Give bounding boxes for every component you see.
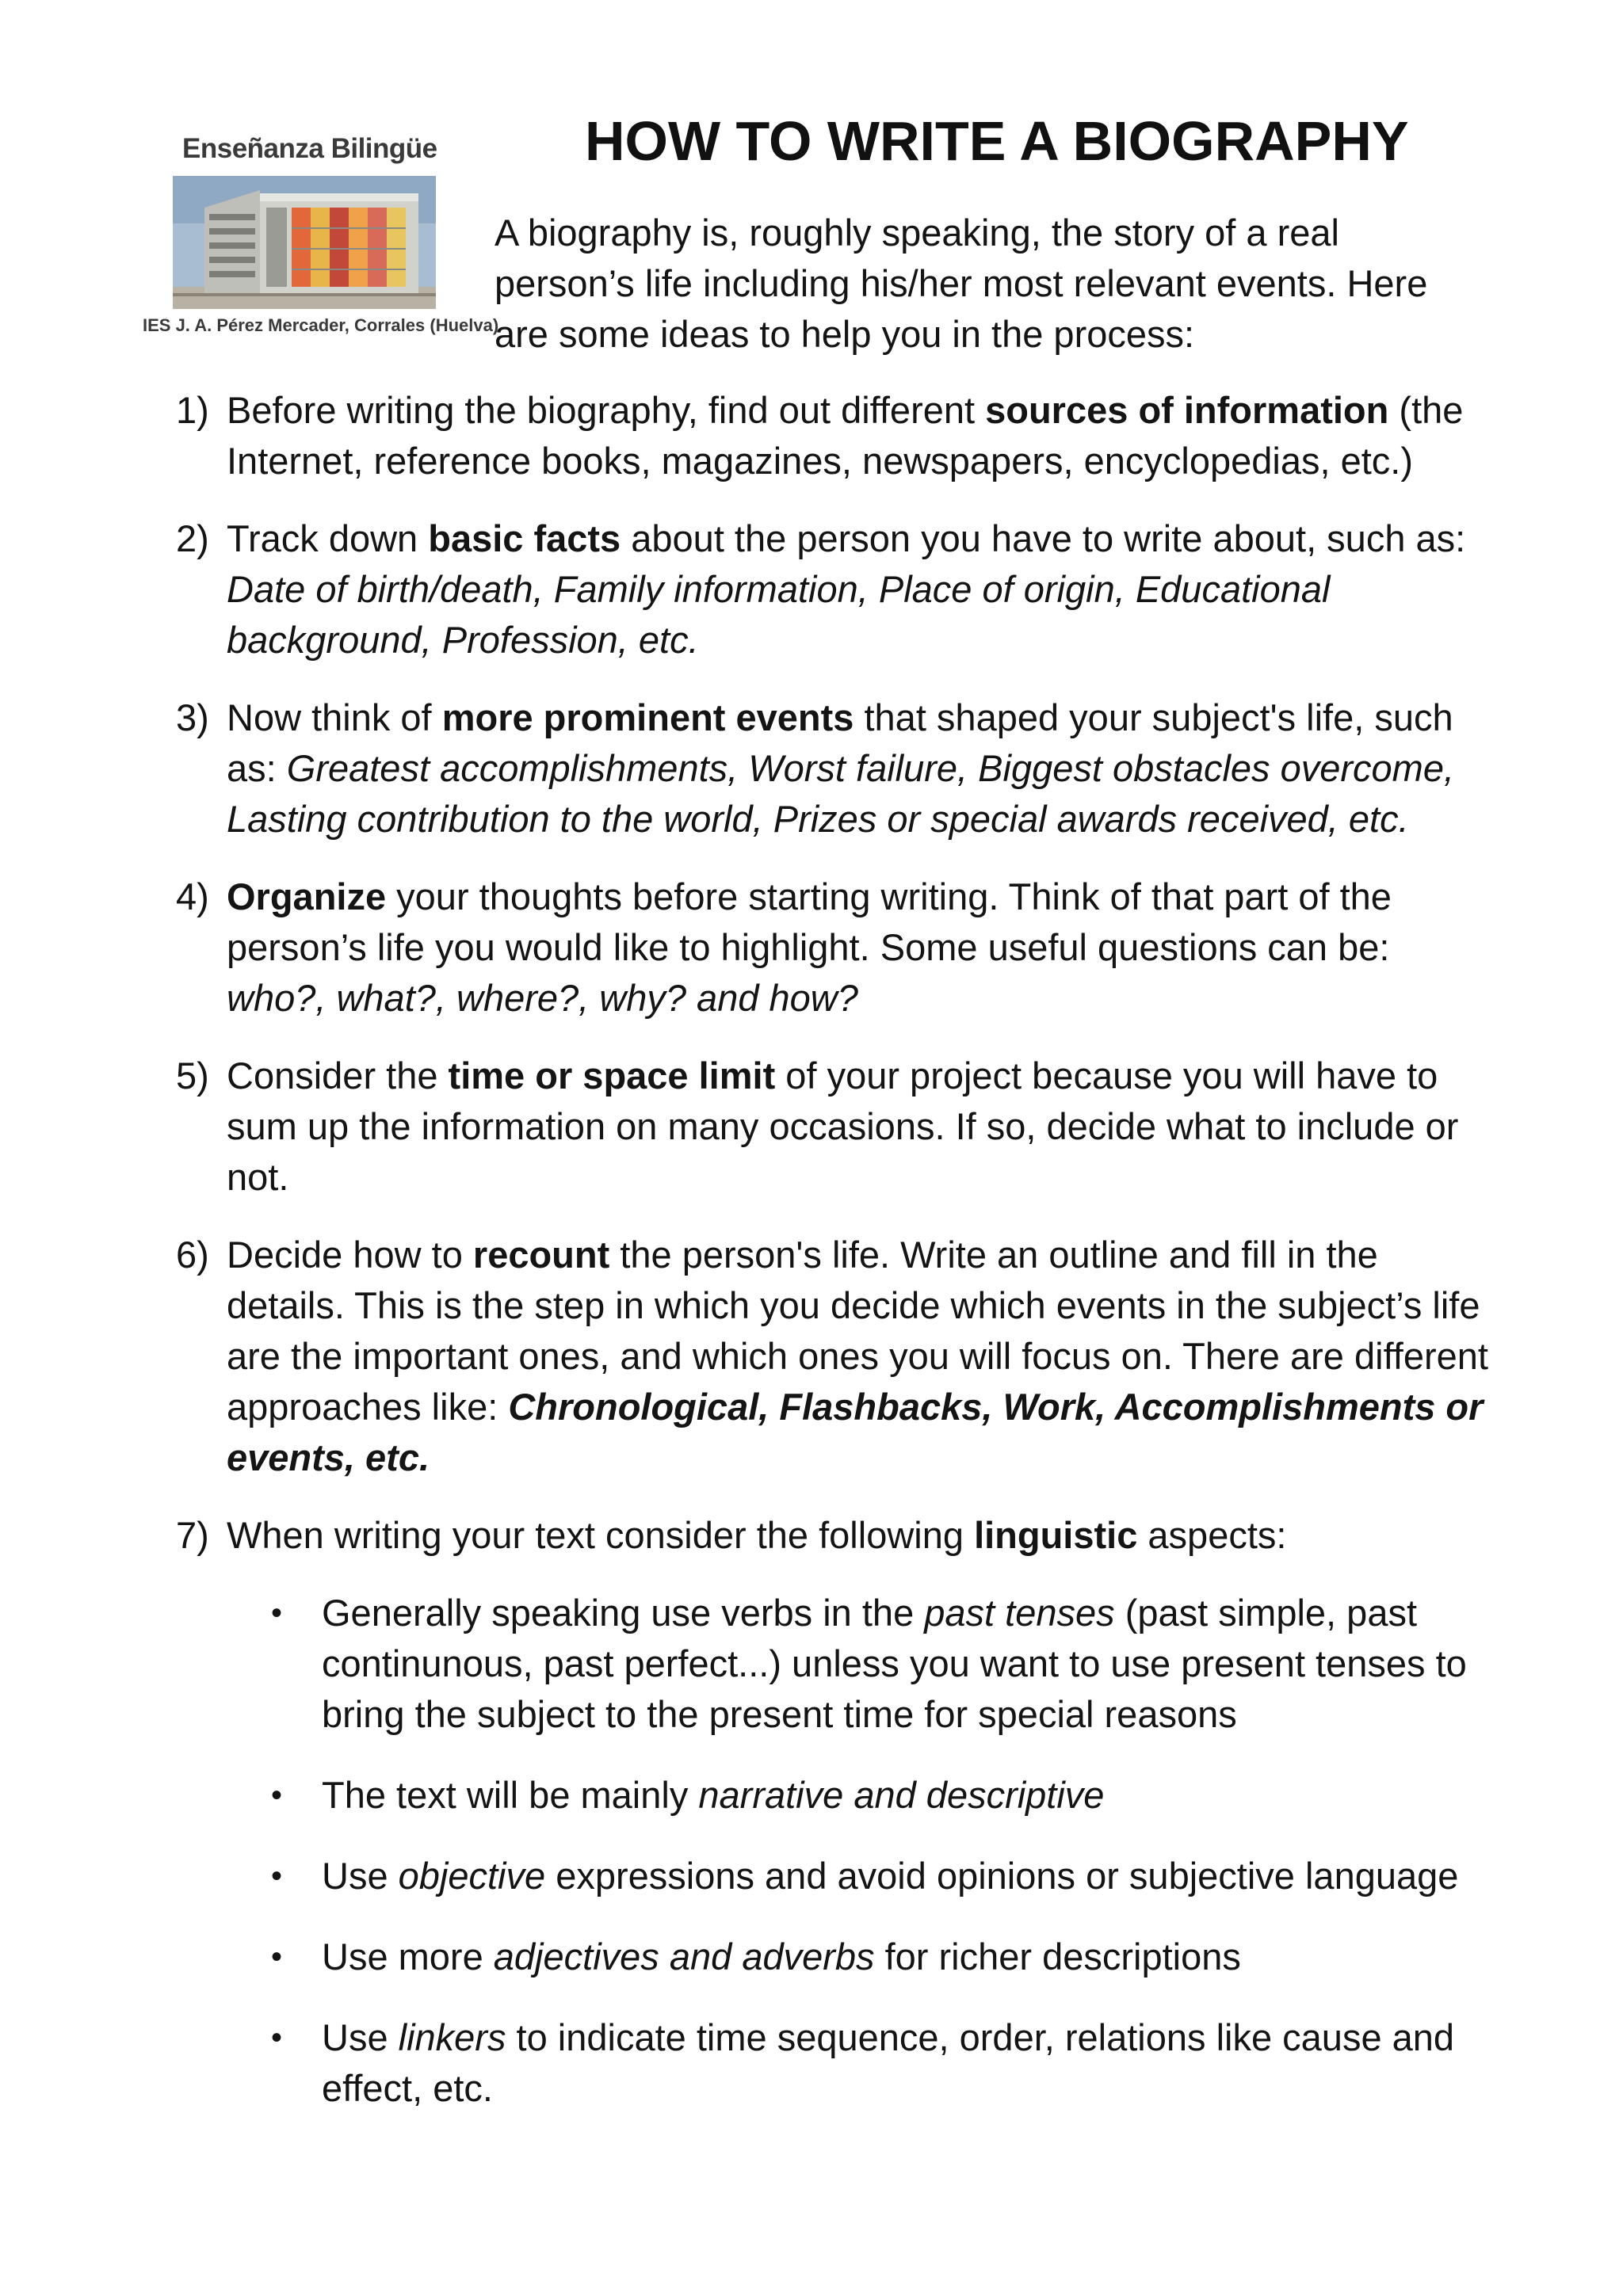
step-text: Consider the xyxy=(227,1055,449,1097)
step-examples: Greatest accomplishments, Worst failure, Biggest obstacles overcome, Lasting contribution to the world, Prizes or special awards received, etc. xyxy=(227,747,1455,840)
page-title: HOW TO WRITE A BIOGRAPHY xyxy=(585,110,1409,172)
bullet-icon: • xyxy=(271,1778,283,1813)
step-keyword: linguistic xyxy=(974,1514,1138,1556)
linguistic-aspects-list xyxy=(227,1588,1491,2114)
bullet-item xyxy=(227,1851,1491,1901)
step-item xyxy=(176,1230,1491,1483)
bullet-icon: • xyxy=(271,1939,283,1974)
step-item xyxy=(176,1510,1491,2114)
bullet-item xyxy=(227,2012,1491,2114)
step-text: Before writing the biography, find out different xyxy=(227,389,986,431)
step-item xyxy=(176,692,1491,845)
bullet-text: Use xyxy=(322,1855,399,1897)
step-examples: Chronological, Flashbacks, Work, Accomplishments or events, etc. xyxy=(227,1386,1484,1478)
bullet-emphasis: objective xyxy=(398,1855,546,1897)
step-item xyxy=(176,871,1491,1024)
school-building-photo xyxy=(173,176,436,309)
step-text: Now think of xyxy=(227,696,442,738)
bullet-text: The text will be mainly xyxy=(322,1774,699,1816)
step-keyword: time or space limit xyxy=(448,1055,776,1097)
school-caption: IES J. A. Pérez Mercader, Corrales (Huelva) xyxy=(143,315,499,335)
step-text: your thoughts before starting writing. Think of that part of the person’s life you would like to highlight. Some useful questions can be: xyxy=(227,875,1392,968)
step-keyword: basic facts xyxy=(428,517,621,559)
bullet-item xyxy=(227,1588,1491,1740)
step-text: the person's life. Write an outline and fill in the details. This is the step in which you decide which events in the subject’s life are the important ones, and which ones you will focus on. There are different approaches like: xyxy=(227,1234,1488,1428)
steps-list xyxy=(176,385,1491,2144)
step-item xyxy=(176,1051,1491,1203)
step-text: aspects: xyxy=(1137,1514,1287,1556)
bullet-text: Use xyxy=(322,2016,399,2058)
step-examples: who?, what?, where?, why? and how? xyxy=(227,977,858,1019)
bullet-text: Generally speaking use verbs in the xyxy=(322,1592,925,1634)
bullet-emphasis: past tenses xyxy=(924,1592,1115,1634)
step-text: When writing your text consider the following xyxy=(227,1514,975,1556)
step-number: 2) xyxy=(176,517,209,559)
bullet-icon: • xyxy=(271,2020,283,2055)
bullet-icon: • xyxy=(271,1596,283,1630)
step-number: 5) xyxy=(176,1055,209,1097)
bullet-text: expressions and avoid opinions or subjective language xyxy=(545,1855,1459,1897)
step-text: about the person you have to write about, such as: xyxy=(621,517,1466,559)
intro-paragraph: A biography is, roughly speaking, the story of a real person’s life including his/her most relevant events. Here are some ideas to help you in the process: xyxy=(495,212,1428,355)
step-text: Track down xyxy=(227,517,429,559)
bullet-text: for richer descriptions xyxy=(874,1936,1241,1978)
step-number: 6) xyxy=(176,1234,209,1276)
bullet-emphasis: adjectives and adverbs xyxy=(493,1936,875,1978)
step-number: 1) xyxy=(176,389,209,431)
bullet-item xyxy=(227,1770,1491,1821)
step-text: of your project because you will have to sum up the information on many occasions. If so, decide what to include or not. xyxy=(227,1055,1459,1198)
step-number: 3) xyxy=(176,696,209,738)
step-text: Decide how to xyxy=(227,1234,473,1276)
step-item xyxy=(176,513,1491,666)
step-text: that shaped your subject's life, such as: xyxy=(227,696,1453,789)
bullet-text: (past simple, past continunous, past perfect...) unless you want to use present tenses to bring the subject to the present time for special reasons xyxy=(322,1592,1467,1735)
step-number: 4) xyxy=(176,875,209,917)
school-name: Enseñanza Bilingüe xyxy=(182,133,437,164)
step-item xyxy=(176,385,1491,486)
step-keyword: more prominent events xyxy=(441,696,854,738)
bullet-icon: • xyxy=(271,1859,283,1894)
document-header xyxy=(0,0,1623,364)
step-keyword: recount xyxy=(472,1234,610,1276)
step-number: 7) xyxy=(176,1514,209,1556)
step-examples: Date of birth/death, Family information, Place of origin, Educational background, Profession, etc. xyxy=(227,568,1331,661)
bullet-emphasis: narrative and descriptive xyxy=(698,1774,1105,1816)
step-keyword: Organize xyxy=(227,875,387,917)
bullet-text: to indicate time sequence, order, relations like cause and effect, etc. xyxy=(322,2016,1455,2109)
bullet-emphasis: linkers xyxy=(398,2016,506,2058)
step-text: (the Internet, reference books, magazines, newspapers, encyclopedias, etc.) xyxy=(227,389,1464,482)
bullet-text: Use more xyxy=(322,1936,494,1978)
bullet-item xyxy=(227,1932,1491,1982)
step-keyword: sources of information xyxy=(985,389,1389,431)
